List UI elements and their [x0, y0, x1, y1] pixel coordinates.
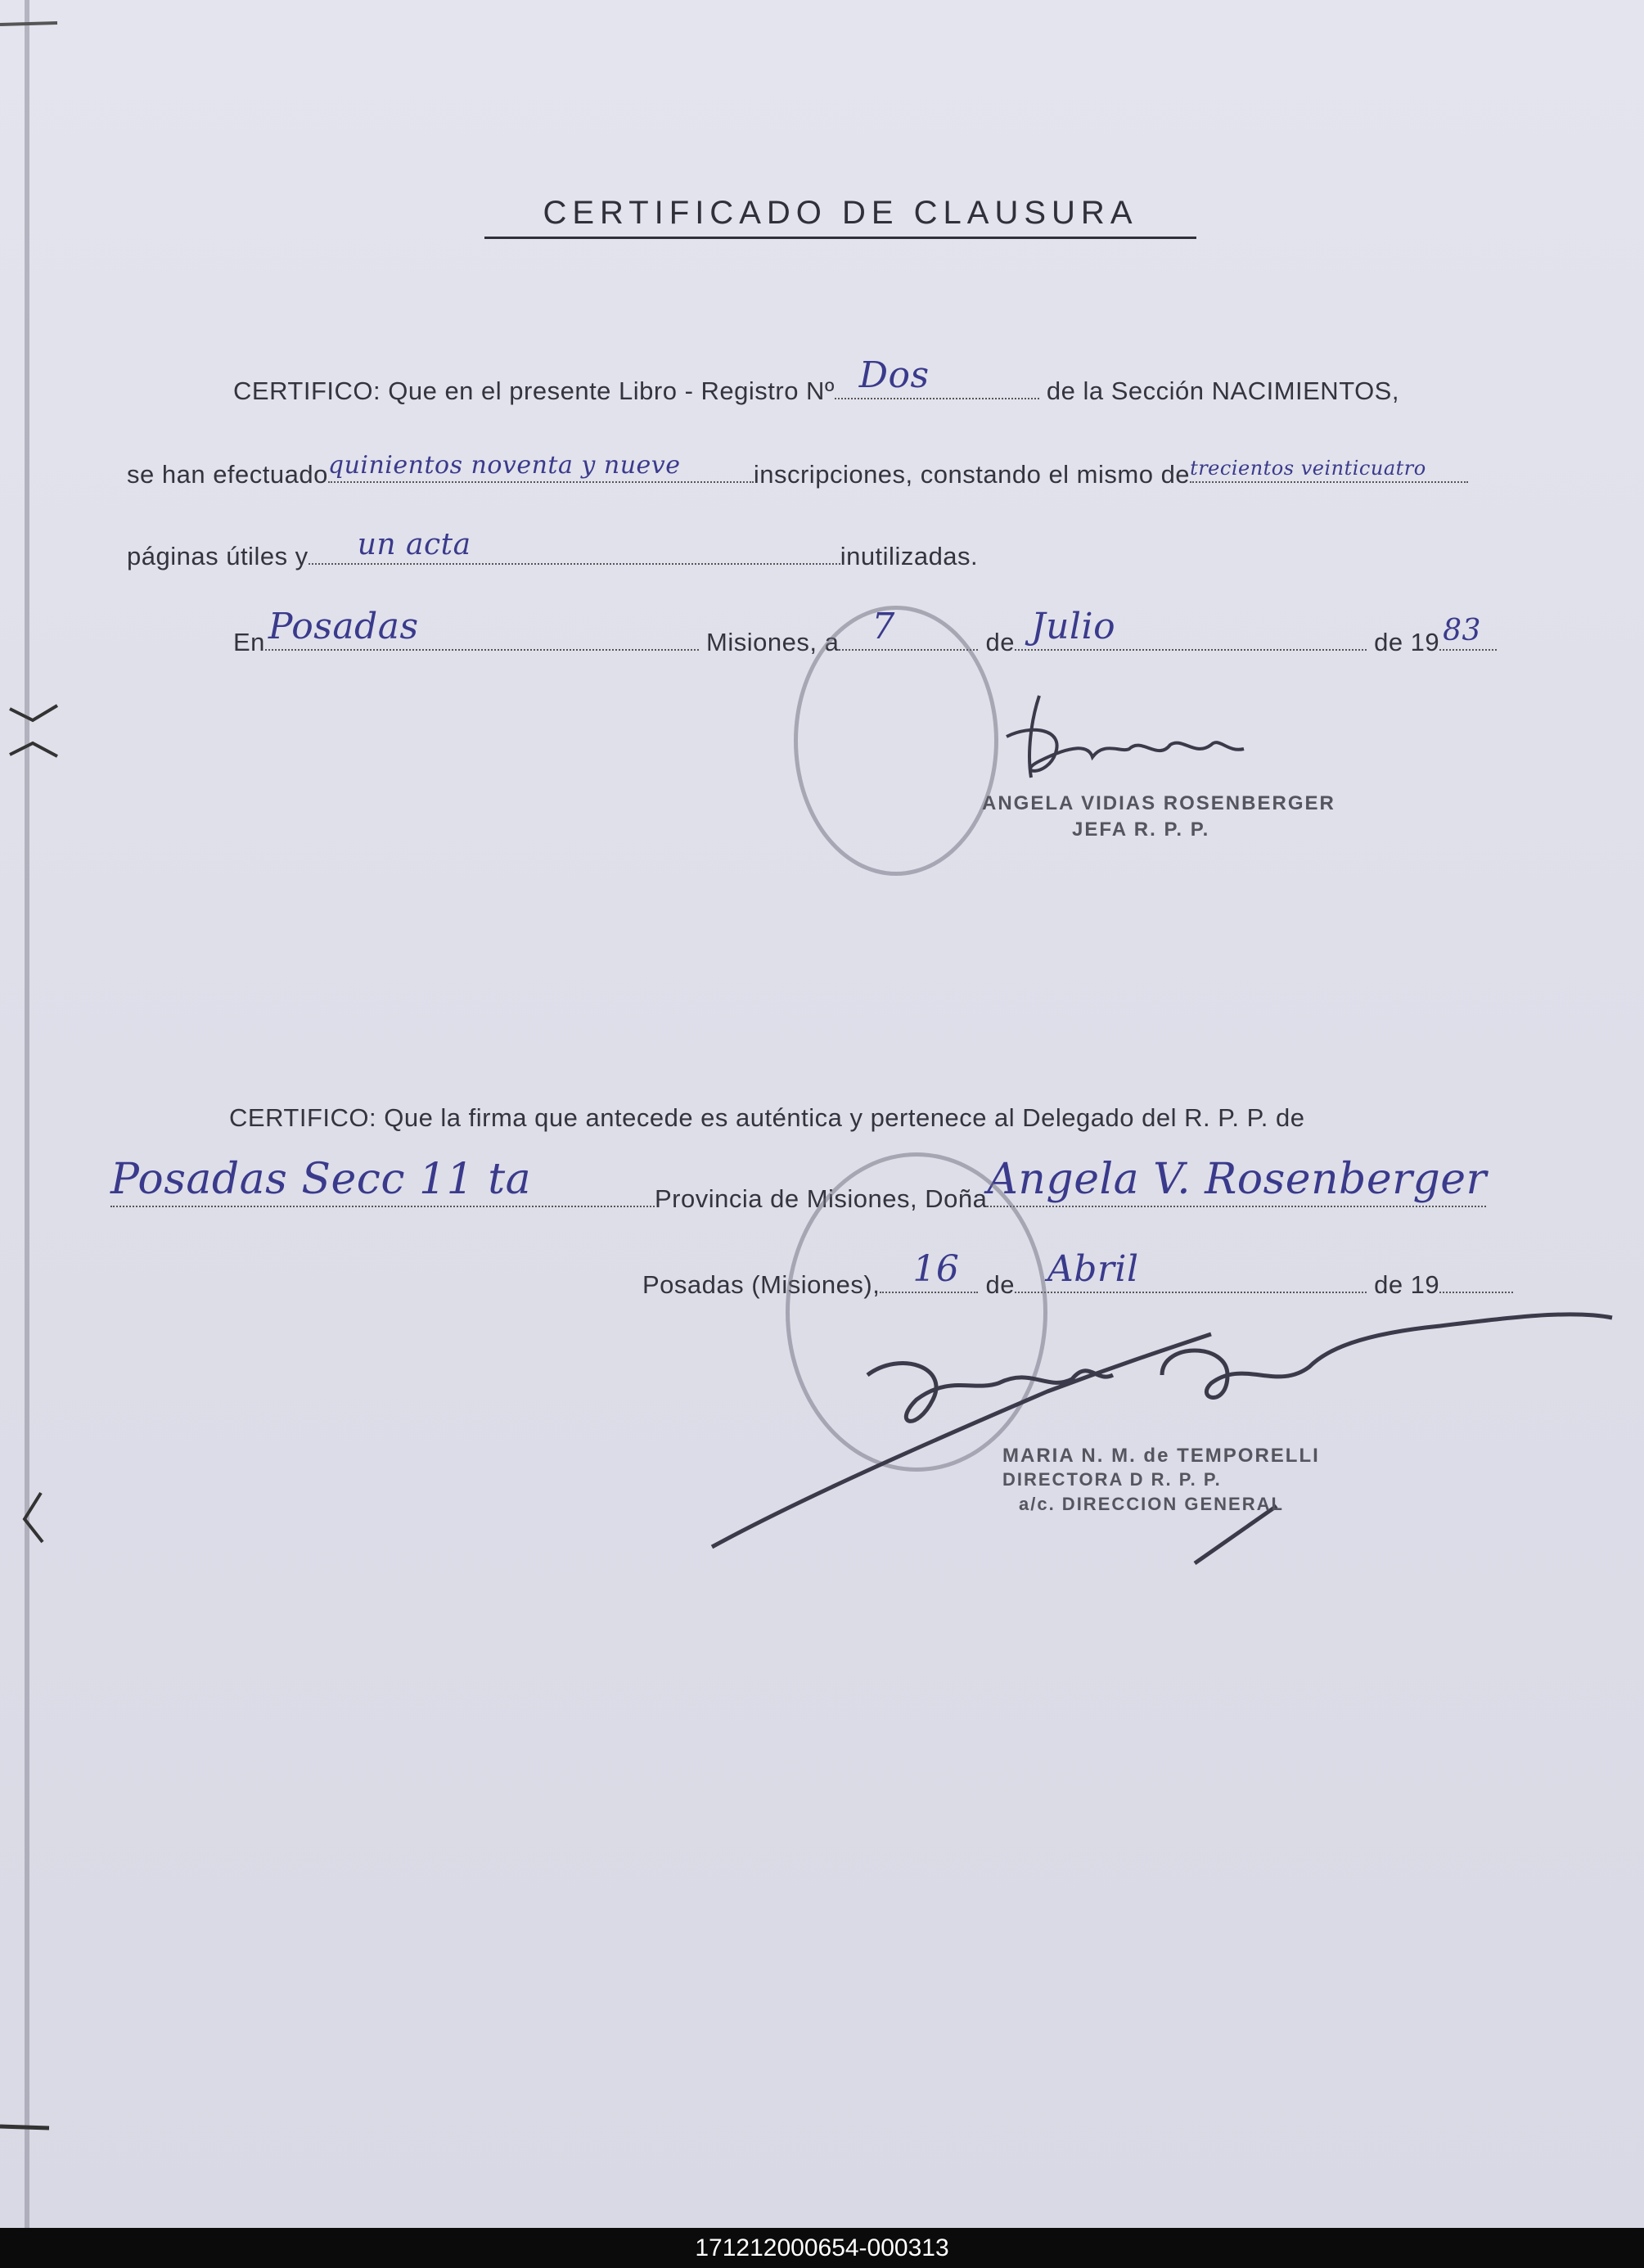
inutilizadas-field — [309, 528, 840, 565]
delegado-field — [987, 1155, 1487, 1207]
stamp-direccion: a/c. DIRECCION GENERAL — [1019, 1494, 1284, 1514]
delegacion-handwritten: Posadas Secc 11 ta — [110, 1155, 532, 1204]
mes-handwritten: Julio — [1030, 606, 1116, 647]
signature-rosenberger — [982, 688, 1252, 794]
dia-handwritten: 7 — [872, 606, 895, 647]
inscripciones-field — [327, 451, 754, 483]
paginas-handwritten: trecientos veinticuatro — [1190, 457, 1426, 480]
cert1-line2-start: se han efectuado — [127, 460, 328, 489]
de2-label: de — [985, 1270, 1015, 1299]
anio-field — [1439, 614, 1497, 651]
delegado-handwritten: Angela V. Rosenberger — [987, 1155, 1487, 1204]
date-en: En — [233, 628, 265, 656]
dia2-handwritten: 16 — [912, 1248, 960, 1290]
official-seal-1 — [794, 606, 998, 876]
cert1-line1-end: de la Sección NACIMIENTOS, — [1046, 376, 1399, 405]
lugar-handwritten: Posadas — [268, 606, 419, 647]
de-label: de — [985, 628, 1015, 656]
mes-field — [1015, 606, 1367, 651]
stamp-name-1: ANGELA VIDIAS ROSENBERGER — [982, 792, 1335, 814]
cert1-line3-end: inutilizadas. — [840, 542, 979, 570]
cert1-line3 — [127, 528, 979, 571]
delegacion-field — [110, 1155, 655, 1207]
cert1-line2-mid: inscripciones, constando el mismo de — [753, 460, 1191, 489]
anio2-field — [1439, 1269, 1513, 1293]
misiones-a: Misiones, a — [706, 628, 840, 656]
punch-marks — [0, 0, 65, 2228]
mes2-field — [1015, 1248, 1367, 1293]
signature-temporelli — [704, 1301, 1620, 1563]
libro-numero-field — [835, 354, 1039, 399]
stamp-role-2: DIRECTORA D R. P. P. — [1002, 1469, 1222, 1490]
inscripciones-handwritten: quinientos noventa y nueve — [327, 451, 681, 480]
posadas-text: Posadas (Misiones), — [642, 1270, 881, 1299]
cert1-line3-start: páginas útiles y — [127, 542, 309, 570]
stamp-role-1: JEFA R. P. P. — [1072, 818, 1210, 841]
cert2-line1: CERTIFICO: Que la firma que antecede es auténtica y pertenece al Delegado del R. P. P. de — [229, 1103, 1305, 1132]
document-title: CERTIFICADO DE CLAUSURA — [484, 195, 1196, 239]
stamp-name-2: MARIA N. M. de TEMPORELLI — [1002, 1445, 1320, 1467]
mes2-handwritten: Abril — [1047, 1248, 1139, 1290]
cert1-line2 — [127, 451, 1468, 489]
paginas-field — [1190, 458, 1468, 483]
de-19-2-label: de 19 — [1374, 1270, 1440, 1299]
provincia-text: Provincia de Misiones, Doña — [655, 1184, 988, 1213]
scan-id-footer: 171212000654-000313 — [0, 2228, 1644, 2268]
inutilizadas-handwritten: un acta — [357, 528, 471, 561]
anio-handwritten: 83 — [1443, 614, 1481, 647]
cert1-line1-text: Que en el presente Libro - Registro Nº — [388, 376, 835, 405]
cert2-line2 — [110, 1155, 1487, 1214]
libro-numero-handwritten: Dos — [858, 354, 930, 396]
lugar-field — [265, 606, 699, 651]
certifico-label: CERTIFICO: — [233, 376, 381, 405]
cert2-date-line — [642, 1248, 1513, 1300]
cert1-line1 — [233, 354, 1399, 406]
de-19-label: de 19 — [1374, 628, 1440, 656]
